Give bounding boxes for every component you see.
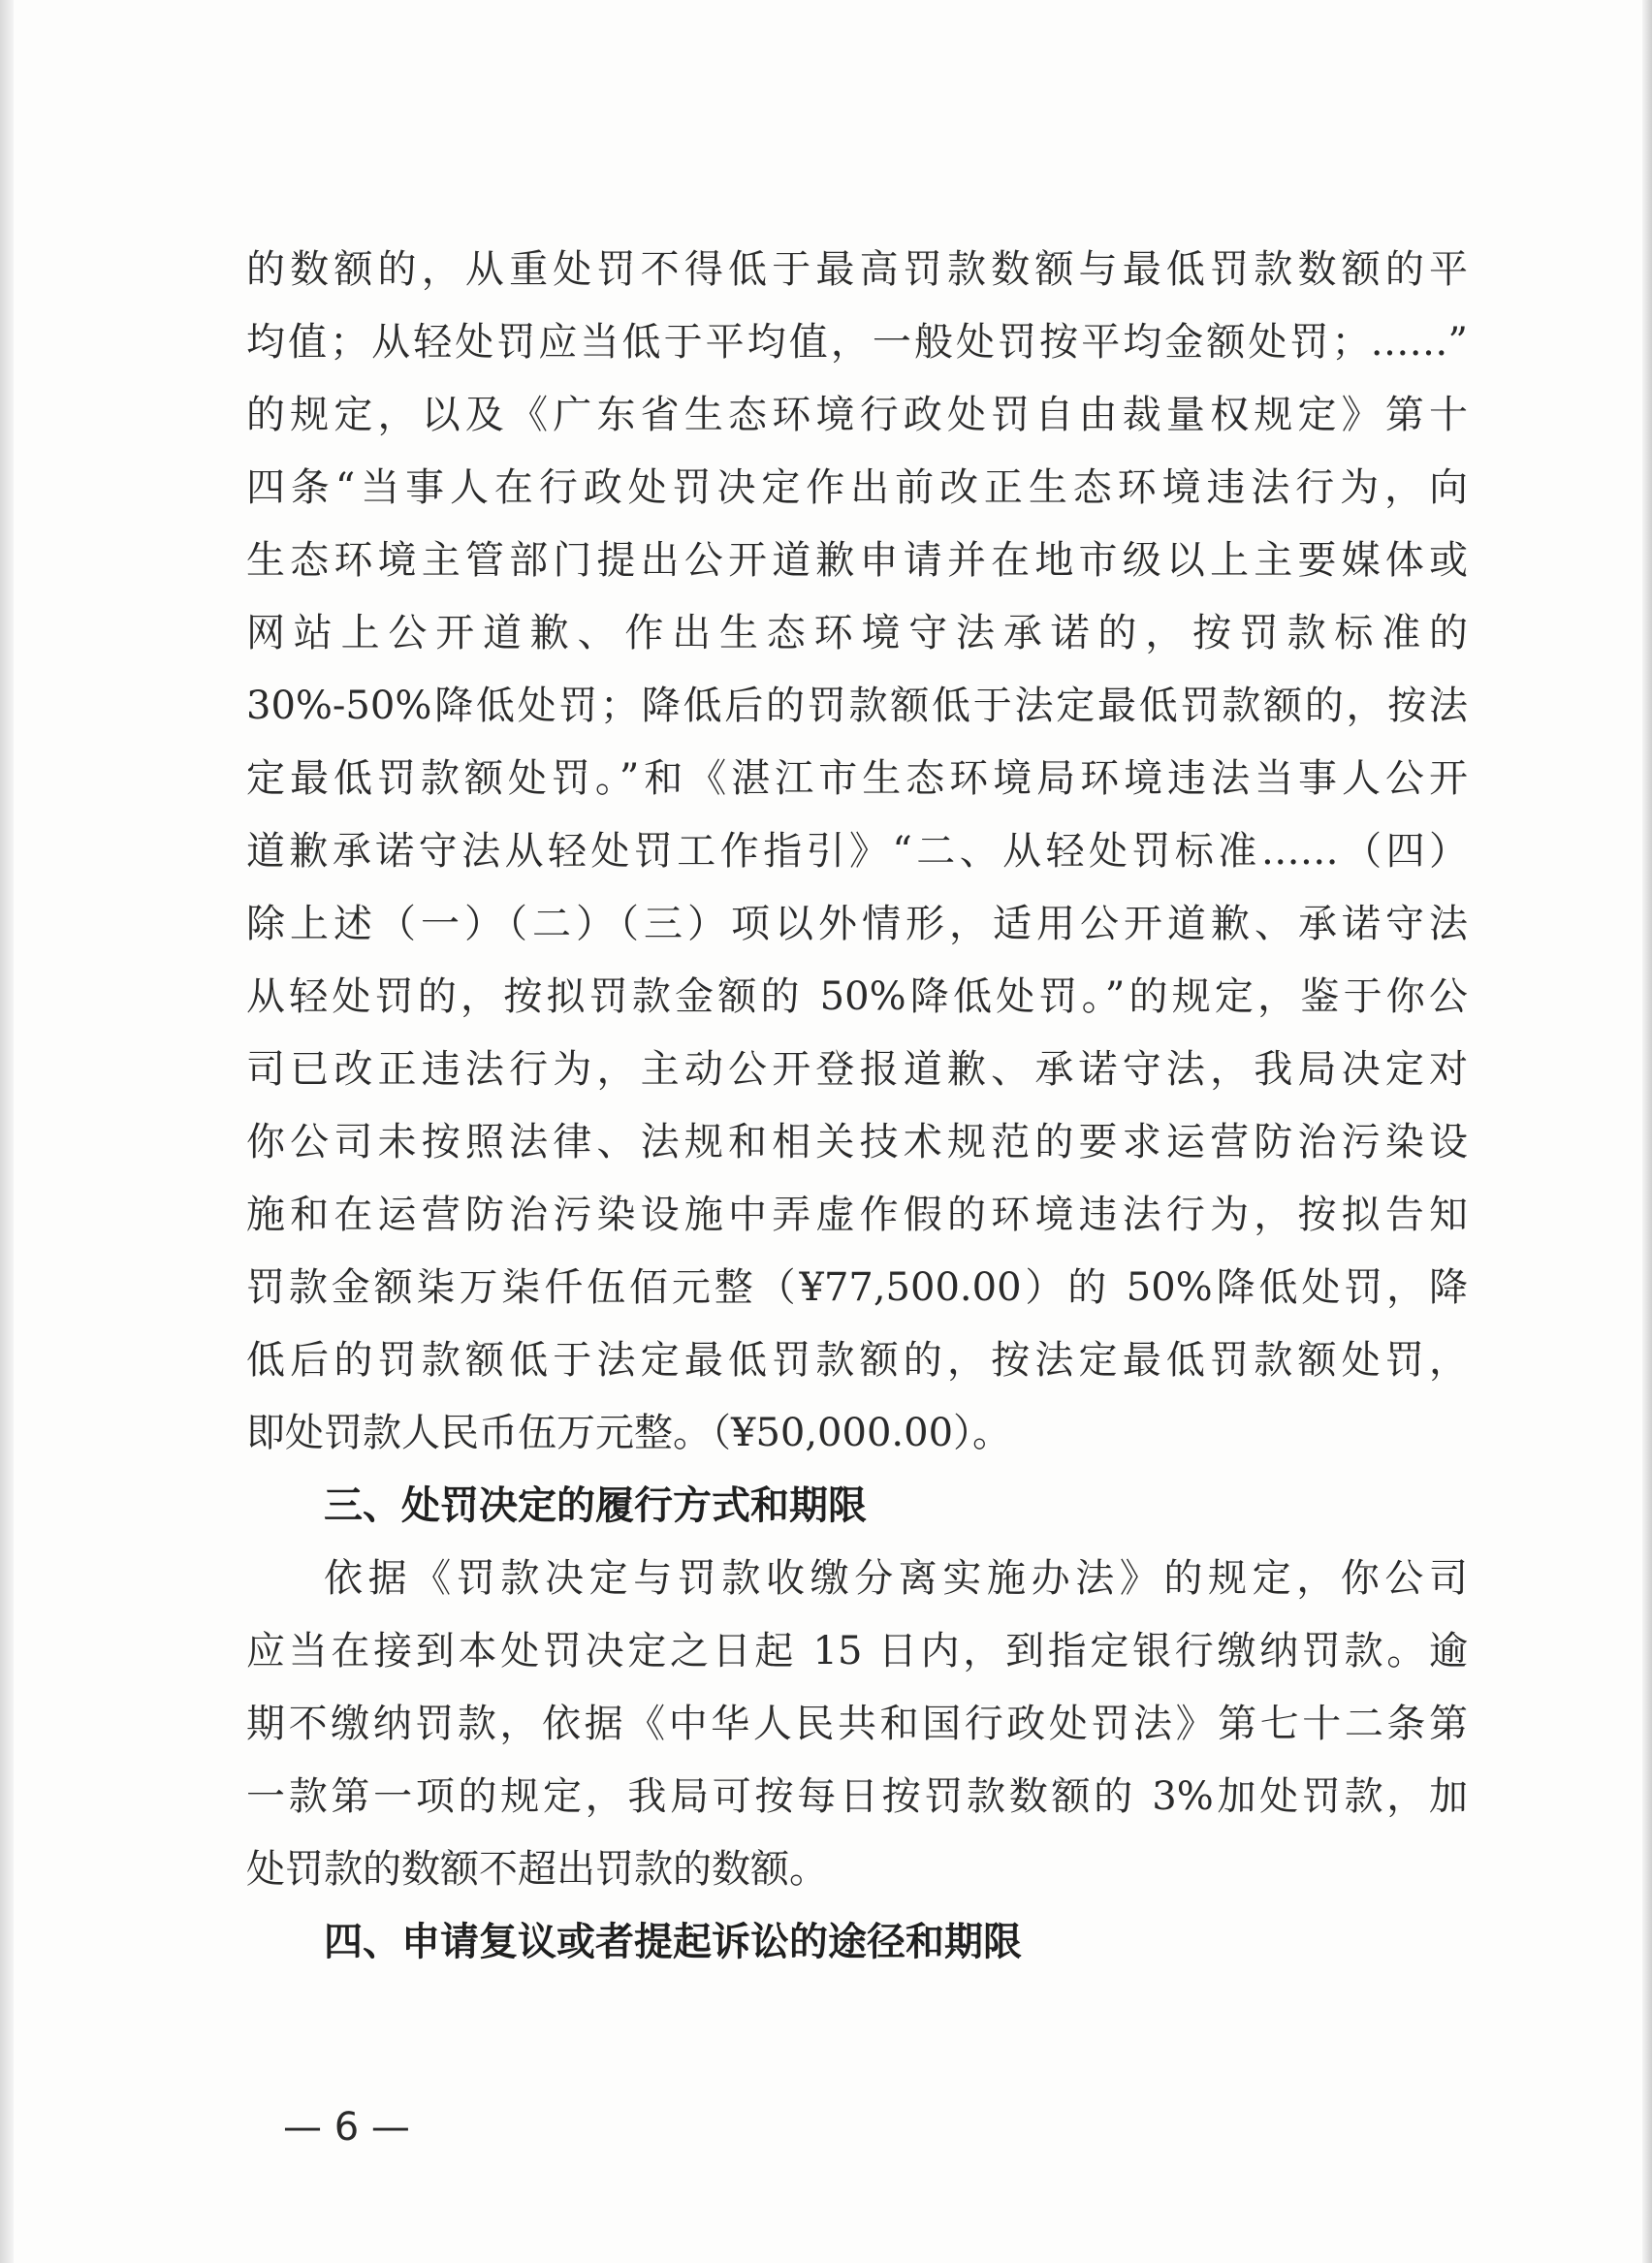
- body-text-line: 30%-50%降低处罚；降低后的罚款额低于法定最低罚款额的，按法: [246, 684, 1468, 728]
- body-text-line: 道歉承诺守法从轻处罚工作指引》“二、从轻处罚标准……（四）: [246, 829, 1468, 874]
- scan-edge-right: [1642, 0, 1652, 2263]
- body-text-line: 施和在运营防治污染设施中弄虚作假的环境违法行为，按拟告知: [246, 1193, 1468, 1237]
- section-heading-appeal: 四、申请复议或者提起诉讼的途径和期限: [324, 1920, 1022, 1964]
- body-text-line: 的数额的，从重处罚不得低于最高罚款数额与最低罚款数额的平: [246, 247, 1468, 292]
- body-text-line: 均值；从轻处罚应当低于平均值，一般处罚按平均金额处罚；……”: [246, 320, 1468, 365]
- page-number: — 6 —: [283, 2105, 410, 2150]
- body-text-line: 即处罚款人民币伍万元整。（¥50,000.00）。: [246, 1411, 1012, 1455]
- body-text-line: 从轻处罚的，按拟罚款金额的 50%降低处罚。”的规定，鉴于你公: [246, 974, 1468, 1019]
- body-text-line: 低后的罚款额低于法定最低罚款额的，按法定最低罚款额处罚，: [246, 1338, 1468, 1383]
- body-text-line: 应当在接到本处罚决定之日起 15 日内，到指定银行缴纳罚款。逾: [246, 1629, 1468, 1673]
- body-text-line: 定最低罚款额处罚。”和《湛江市生态环境局环境违法当事人公开: [246, 756, 1468, 801]
- body-text-line: 期不缴纳罚款，依据《中华人民共和国行政处罚法》第七十二条第: [246, 1702, 1468, 1746]
- body-text-line: 除上述（一）（二）（三）项以外情形，适用公开道歉、承诺守法: [246, 902, 1468, 946]
- body-text-line: 罚款金额柒万柒仟伍佰元整（¥77,500.00）的 50%降低处罚，降: [246, 1265, 1468, 1310]
- body-text-line: 生态环境主管部门提出公开道歉申请并在地市级以上主要媒体或: [246, 538, 1468, 583]
- body-text-line: 你公司未按照法律、法规和相关技术规范的要求运营防治污染设: [246, 1120, 1468, 1164]
- body-text-line: 处罚款的数额不超出罚款的数额。: [246, 1847, 828, 1892]
- body-text-line: 网站上公开道歉、作出生态环境守法承诺的，按罚款标准的: [246, 611, 1468, 655]
- body-text-line: 四条“当事人在行政处罚决定作出前改正生态环境违法行为，向: [246, 465, 1468, 510]
- section-heading-performance: 三、处罚决定的履行方式和期限: [324, 1483, 867, 1528]
- body-text-line: 的规定，以及《广东省生态环境行政处罚自由裁量权规定》第十: [246, 393, 1468, 437]
- body-text-line: 司已改正违法行为，主动公开登报道歉、承诺守法，我局决定对: [246, 1047, 1468, 1092]
- body-text-line: 一款第一项的规定，我局可按每日按罚款数额的 3%加处罚款，加: [246, 1774, 1468, 1819]
- scan-edge-left: [0, 0, 14, 2263]
- body-text-line: 依据《罚款决定与罚款收缴分离实施办法》的规定，你公司: [324, 1556, 1468, 1601]
